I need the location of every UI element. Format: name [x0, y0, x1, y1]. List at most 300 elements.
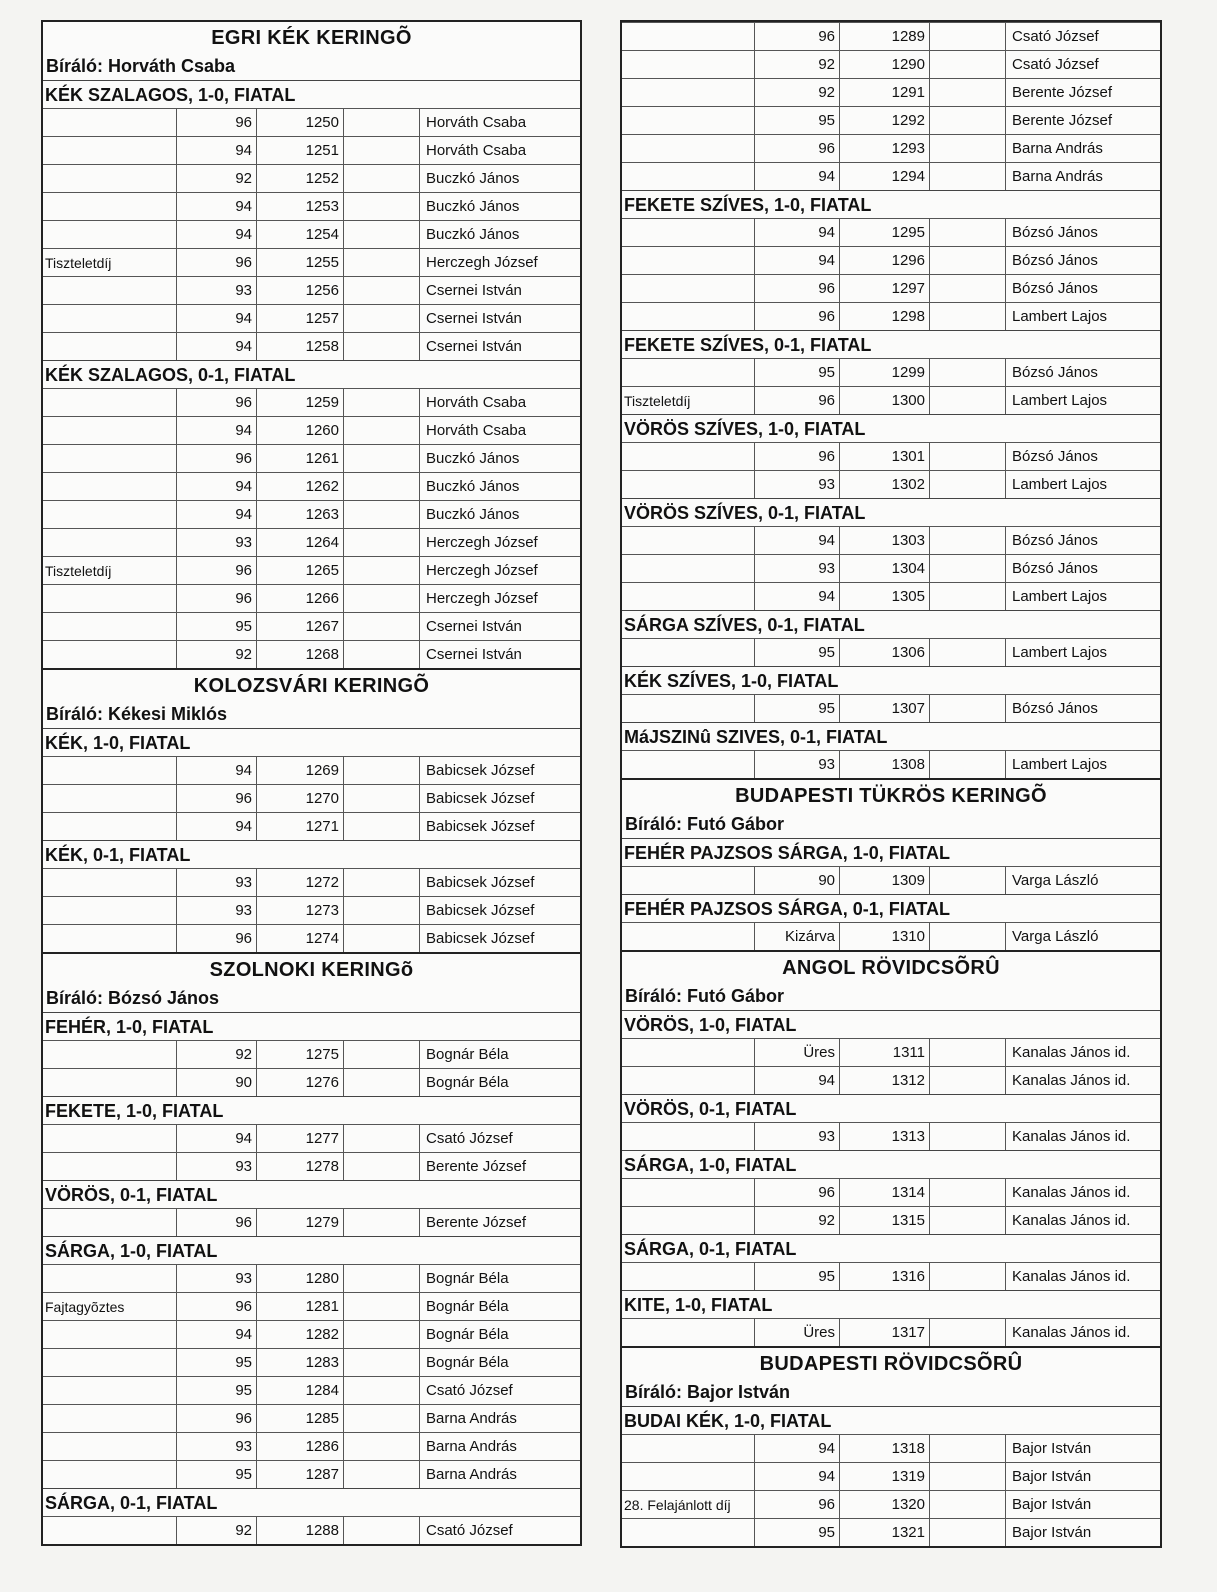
table-row — [622, 134, 1160, 162]
owner-cell: Lambert Lajos — [1012, 392, 1108, 409]
owner-cell: Lambert Lajos — [1012, 308, 1108, 325]
category-heading: KÉK SZALAGOS, 0-1, FIATAL — [43, 360, 580, 388]
ring-number-cell: 1260 — [257, 417, 344, 444]
empty-cell — [930, 23, 1006, 50]
empty-cell — [344, 1349, 420, 1376]
ring-number-cell: 1255 — [257, 249, 344, 276]
ring-number-cell: 1254 — [257, 221, 344, 248]
ring-number-cell: 1286 — [257, 1433, 344, 1460]
score-cell: Kizárva — [755, 923, 840, 950]
score-cell: Üres — [755, 1039, 840, 1066]
empty-cell — [344, 1517, 420, 1544]
empty-cell — [930, 1519, 1006, 1546]
table-row — [622, 1206, 1160, 1234]
table-row — [622, 866, 1160, 894]
award-cell — [622, 1179, 755, 1206]
table-row — [43, 756, 580, 784]
score-cell: 95 — [755, 639, 840, 666]
owner-cell: Kanalas János id. — [1012, 1212, 1131, 1229]
table-row — [622, 1178, 1160, 1206]
score-cell: 92 — [177, 1041, 257, 1068]
ring-number-cell: 1312 — [840, 1067, 930, 1094]
table-row — [43, 1124, 580, 1152]
table-row — [622, 106, 1160, 134]
award-cell — [43, 813, 177, 840]
award-cell — [622, 867, 755, 894]
score-cell: 94 — [177, 193, 257, 220]
award-cell — [622, 1319, 755, 1346]
award-cell — [43, 1209, 177, 1236]
score-cell: 93 — [177, 529, 257, 556]
owner-cell: Bajor István — [1012, 1440, 1092, 1457]
ring-number-cell: 1300 — [840, 387, 930, 414]
empty-cell — [344, 1321, 420, 1348]
empty-cell — [930, 443, 1006, 470]
left-results-column — [41, 20, 582, 1546]
ring-number-cell: 1259 — [257, 389, 344, 416]
ring-number-cell: 1290 — [840, 51, 930, 78]
score-cell: 94 — [755, 583, 840, 610]
empty-cell — [930, 1123, 1006, 1150]
category-heading: SÁRGA SZÍVES, 0-1, FIATAL — [622, 610, 1160, 638]
award-cell — [622, 79, 755, 106]
score-cell: 92 — [755, 1207, 840, 1234]
ring-number-cell: 1288 — [257, 1517, 344, 1544]
owner-cell: Barna András — [426, 1438, 517, 1455]
owner-cell: Barna András — [1012, 140, 1103, 157]
award-cell — [43, 473, 177, 500]
ring-number-cell: 1261 — [257, 445, 344, 472]
award-cell — [622, 247, 755, 274]
empty-cell — [344, 869, 420, 896]
award-cell — [43, 1349, 177, 1376]
empty-cell — [344, 1153, 420, 1180]
table-row — [622, 582, 1160, 610]
score-cell: 90 — [177, 1069, 257, 1096]
table-row — [43, 1404, 580, 1432]
table-row — [622, 1434, 1160, 1462]
table-row — [622, 78, 1160, 106]
owner-cell: Lambert Lajos — [1012, 644, 1108, 661]
award-cell — [622, 1463, 755, 1490]
ring-number-cell: 1298 — [840, 303, 930, 330]
award-cell — [622, 555, 755, 582]
ring-number-cell: 1306 — [840, 639, 930, 666]
award-cell — [43, 1321, 177, 1348]
award-cell — [43, 193, 177, 220]
table-row — [43, 1432, 580, 1460]
table-row — [622, 694, 1160, 722]
award-cell — [43, 925, 177, 952]
empty-cell — [930, 163, 1006, 190]
ring-number-cell: 1296 — [840, 247, 930, 274]
empty-cell — [344, 333, 420, 360]
owner-cell: Herczegh József — [426, 534, 538, 551]
empty-cell — [930, 1263, 1006, 1290]
breed-title: EGRI KÉK KERINGÕ — [211, 27, 412, 49]
table-row — [43, 192, 580, 220]
ring-number-cell: 1266 — [257, 585, 344, 612]
ring-number-cell: 1313 — [840, 1123, 930, 1150]
table-row — [43, 220, 580, 248]
owner-cell: Csernei István — [426, 338, 522, 355]
table-row — [622, 22, 1160, 50]
table-row — [622, 554, 1160, 582]
owner-cell: Horváth Csaba — [426, 142, 527, 159]
award-cell — [43, 1517, 177, 1544]
score-cell: 94 — [177, 1321, 257, 1348]
owner-cell: Varga László — [1012, 928, 1099, 945]
award-cell — [43, 501, 177, 528]
owner-cell: Buczkó János — [426, 170, 520, 187]
ring-number-cell: 1278 — [257, 1153, 344, 1180]
score-cell: 94 — [177, 137, 257, 164]
table-row — [622, 1122, 1160, 1150]
award-cell — [43, 137, 177, 164]
score-cell: 93 — [755, 555, 840, 582]
table-row — [43, 1516, 580, 1544]
score-cell: 93 — [177, 277, 257, 304]
award-cell — [622, 1123, 755, 1150]
ring-number-cell: 1289 — [840, 23, 930, 50]
empty-cell — [344, 137, 420, 164]
ring-number-cell: 1253 — [257, 193, 344, 220]
award-cell — [622, 695, 755, 722]
empty-cell — [344, 897, 420, 924]
owner-cell: Barna András — [426, 1410, 517, 1427]
score-cell: 93 — [755, 1123, 840, 1150]
score-cell: 96 — [177, 557, 257, 584]
empty-cell — [930, 1319, 1006, 1346]
category-heading: VÖRÖS, 1-0, FIATAL — [622, 1010, 1160, 1038]
ring-number-cell: 1319 — [840, 1463, 930, 1490]
empty-cell — [930, 471, 1006, 498]
owner-cell: Horváth Csaba — [426, 114, 527, 131]
table-row — [43, 896, 580, 924]
score-cell: 96 — [177, 1209, 257, 1236]
score-cell: 93 — [177, 1265, 257, 1292]
empty-cell — [344, 1433, 420, 1460]
table-row — [43, 1040, 580, 1068]
award-cell — [43, 221, 177, 248]
empty-cell — [930, 639, 1006, 666]
ring-number-cell: 1277 — [257, 1125, 344, 1152]
empty-cell — [930, 135, 1006, 162]
score-cell: 96 — [755, 387, 840, 414]
owner-cell: Varga László — [1012, 872, 1099, 889]
empty-cell — [930, 303, 1006, 330]
empty-cell — [344, 445, 420, 472]
ring-number-cell: 1315 — [840, 1207, 930, 1234]
owner-cell: Barna András — [426, 1466, 517, 1483]
award-cell — [43, 277, 177, 304]
right-results-column — [620, 20, 1162, 1548]
score-cell: 94 — [177, 305, 257, 332]
score-cell: 96 — [755, 443, 840, 470]
owner-cell: Bózsó János — [1012, 560, 1098, 577]
category-heading: VÖRÖS, 0-1, FIATAL — [622, 1094, 1160, 1122]
owner-cell: Bózsó János — [1012, 224, 1098, 241]
score-cell: 94 — [755, 1463, 840, 1490]
score-cell: 94 — [755, 1435, 840, 1462]
award-cell — [622, 527, 755, 554]
owner-cell: Kanalas János id. — [1012, 1044, 1131, 1061]
table-row — [43, 612, 580, 640]
owner-cell: Bózsó János — [1012, 700, 1098, 717]
owner-cell: Babicsek József — [426, 790, 535, 807]
ring-number-cell: 1275 — [257, 1041, 344, 1068]
owner-cell: Babicsek József — [426, 762, 535, 779]
ring-number-cell: 1304 — [840, 555, 930, 582]
score-cell: 96 — [177, 445, 257, 472]
table-row — [622, 638, 1160, 666]
category-heading: FEKETE, 1-0, FIATAL — [43, 1096, 580, 1124]
award-cell — [43, 897, 177, 924]
empty-cell — [930, 1435, 1006, 1462]
award-cell — [622, 751, 755, 778]
empty-cell — [344, 529, 420, 556]
award-cell — [622, 1039, 755, 1066]
ring-number-cell: 1310 — [840, 923, 930, 950]
empty-cell — [930, 695, 1006, 722]
award-cell — [43, 1461, 177, 1488]
empty-cell — [930, 555, 1006, 582]
ring-number-cell: 1299 — [840, 359, 930, 386]
category-heading: KITE, 1-0, FIATAL — [622, 1290, 1160, 1318]
category-heading: KÉK, 0-1, FIATAL — [43, 840, 580, 868]
table-row — [43, 472, 580, 500]
score-cell: 96 — [755, 275, 840, 302]
empty-cell — [930, 1067, 1006, 1094]
award-cell — [622, 51, 755, 78]
owner-cell: Herczegh József — [426, 254, 538, 271]
award-cell: Fajtagyõztes — [43, 1293, 177, 1320]
ring-number-cell: 1294 — [840, 163, 930, 190]
category-heading: FEHÉR PAJZSOS SÁRGA, 1-0, FIATAL — [622, 838, 1160, 866]
category-heading: FEHÉR PAJZSOS SÁRGA, 0-1, FIATAL — [622, 894, 1160, 922]
score-cell: 95 — [755, 1519, 840, 1546]
table-row — [43, 1348, 580, 1376]
ring-number-cell: 1281 — [257, 1293, 344, 1320]
owner-cell: Lambert Lajos — [1012, 588, 1108, 605]
owner-cell: Bognár Béla — [426, 1326, 509, 1343]
owner-cell: Bózsó János — [1012, 364, 1098, 381]
owner-cell: Bognár Béla — [426, 1046, 509, 1063]
award-cell — [43, 445, 177, 472]
owner-cell: Kanalas János id. — [1012, 1324, 1131, 1341]
award-cell — [43, 785, 177, 812]
award-cell — [43, 1153, 177, 1180]
empty-cell — [930, 51, 1006, 78]
score-cell: 94 — [177, 501, 257, 528]
owner-cell: Buczkó János — [426, 198, 520, 215]
judge-name: Bíráló: Futó Gábor — [625, 986, 784, 1006]
breed-title: KOLOZSVÁRI KERINGÕ — [43, 668, 580, 700]
award-cell — [622, 23, 755, 50]
table-row — [622, 1318, 1160, 1346]
empty-cell — [344, 1293, 420, 1320]
empty-cell — [344, 277, 420, 304]
owner-cell: Bognár Béla — [426, 1298, 509, 1315]
ring-number-cell: 1321 — [840, 1519, 930, 1546]
table-row — [43, 444, 580, 472]
empty-cell — [344, 925, 420, 952]
empty-cell — [344, 1405, 420, 1432]
ring-number-cell: 1274 — [257, 925, 344, 952]
ring-number-cell: 1264 — [257, 529, 344, 556]
empty-cell — [344, 1209, 420, 1236]
owner-cell: Lambert Lajos — [1012, 476, 1108, 493]
score-cell: 93 — [177, 897, 257, 924]
category-heading: FEHÉR, 1-0, FIATAL — [43, 1012, 580, 1040]
award-cell — [622, 639, 755, 666]
ring-number-cell: 1309 — [840, 867, 930, 894]
score-cell: 96 — [177, 1405, 257, 1432]
award-cell — [622, 471, 755, 498]
award-cell — [622, 1207, 755, 1234]
breed-title: BUDAPESTI RÖVIDCSÕRÛ — [622, 1346, 1160, 1378]
category-heading: KÉK, 1-0, FIATAL — [43, 728, 580, 756]
ring-number-cell: 1284 — [257, 1377, 344, 1404]
owner-cell: Bózsó János — [1012, 448, 1098, 465]
award-cell: Tiszteletdíj — [43, 557, 177, 584]
owner-cell: Buczkó János — [426, 506, 520, 523]
score-cell: 92 — [177, 1517, 257, 1544]
award-cell — [43, 1265, 177, 1292]
owner-cell: Bózsó János — [1012, 252, 1098, 269]
table-row — [43, 1376, 580, 1404]
table-row — [43, 332, 580, 360]
award-cell: Tiszteletdíj — [43, 249, 177, 276]
award-cell — [622, 107, 755, 134]
table-row — [43, 584, 580, 612]
owner-cell: Buczkó János — [426, 478, 520, 495]
empty-cell — [344, 1125, 420, 1152]
empty-cell — [344, 613, 420, 640]
table-row — [622, 1490, 1160, 1518]
table-row — [43, 1264, 580, 1292]
table-row — [43, 528, 580, 556]
empty-cell — [344, 109, 420, 136]
score-cell: 94 — [755, 527, 840, 554]
category-heading: SÁRGA, 1-0, FIATAL — [43, 1236, 580, 1264]
empty-cell — [344, 813, 420, 840]
table-row — [43, 640, 580, 668]
ring-number-cell: 1307 — [840, 695, 930, 722]
owner-cell: Babicsek József — [426, 902, 535, 919]
empty-cell — [930, 247, 1006, 274]
ring-number-cell: 1295 — [840, 219, 930, 246]
category-heading: FEKETE SZÍVES, 0-1, FIATAL — [622, 330, 1160, 358]
score-cell: 92 — [177, 165, 257, 192]
empty-cell — [930, 527, 1006, 554]
score-cell: 96 — [755, 1491, 840, 1518]
ring-number-cell: 1251 — [257, 137, 344, 164]
breed-section — [43, 668, 580, 952]
empty-cell — [344, 585, 420, 612]
owner-cell: Csató József — [1012, 56, 1099, 73]
owner-cell: Csernei István — [426, 646, 522, 663]
score-cell: 95 — [177, 1461, 257, 1488]
table-row — [622, 358, 1160, 386]
owner-cell: Csató József — [426, 1522, 513, 1539]
table-row — [43, 1208, 580, 1236]
score-cell: 94 — [177, 417, 257, 444]
score-cell: 90 — [755, 867, 840, 894]
owner-cell: Bajor István — [1012, 1524, 1092, 1541]
table-row — [43, 924, 580, 952]
award-cell — [43, 1069, 177, 1096]
score-cell: 96 — [177, 389, 257, 416]
ring-number-cell: 1303 — [840, 527, 930, 554]
table-row — [43, 868, 580, 896]
owner-cell: Babicsek József — [426, 930, 535, 947]
score-cell: 94 — [177, 473, 257, 500]
owner-cell: Buczkó János — [426, 226, 520, 243]
owner-cell: Csató József — [1012, 28, 1099, 45]
owner-cell: Bognár Béla — [426, 1074, 509, 1091]
award-cell — [622, 923, 755, 950]
ring-number-cell: 1263 — [257, 501, 344, 528]
score-cell: 95 — [177, 1349, 257, 1376]
owner-cell: Csernei István — [426, 282, 522, 299]
empty-cell — [344, 1041, 420, 1068]
ring-number-cell: 1262 — [257, 473, 344, 500]
ring-number-cell: 1317 — [840, 1319, 930, 1346]
owner-cell: Herczegh József — [426, 562, 538, 579]
empty-cell — [344, 785, 420, 812]
owner-cell: Csernei István — [426, 310, 522, 327]
breed-section — [43, 952, 580, 1544]
award-cell — [43, 417, 177, 444]
award-cell — [622, 1435, 755, 1462]
award-cell — [622, 1263, 755, 1290]
award-cell — [43, 1125, 177, 1152]
score-cell: 96 — [177, 1293, 257, 1320]
owner-cell: Babicsek József — [426, 874, 535, 891]
empty-cell — [344, 501, 420, 528]
category-heading: FEKETE SZÍVES, 1-0, FIATAL — [622, 190, 1160, 218]
owner-cell: Berente József — [426, 1214, 527, 1231]
owner-cell: Bózsó János — [1012, 532, 1098, 549]
category-heading: SÁRGA, 0-1, FIATAL — [43, 1488, 580, 1516]
table-row — [622, 162, 1160, 190]
table-row — [43, 276, 580, 304]
award-cell — [43, 869, 177, 896]
table-row — [43, 1152, 580, 1180]
table-row — [43, 136, 580, 164]
score-cell: 96 — [177, 585, 257, 612]
empty-cell — [930, 583, 1006, 610]
ring-number-cell: 1292 — [840, 107, 930, 134]
category-heading: VÖRÖS SZÍVES, 1-0, FIATAL — [622, 414, 1160, 442]
empty-cell — [344, 389, 420, 416]
breed-section — [622, 1346, 1160, 1546]
table-row — [43, 1068, 580, 1096]
ring-number-cell: 1257 — [257, 305, 344, 332]
breed-title: BUDAPESTI TÜKRÖS KERINGÕ — [622, 778, 1160, 810]
table-row — [622, 922, 1160, 950]
score-cell: 92 — [177, 641, 257, 668]
award-cell — [622, 275, 755, 302]
table-row — [43, 1460, 580, 1488]
score-cell: 93 — [177, 869, 257, 896]
owner-cell: Bognár Béla — [426, 1270, 509, 1287]
owner-cell: Herczegh József — [426, 590, 538, 607]
judge-name: Bíráló: Bózsó János — [46, 988, 220, 1008]
empty-cell — [344, 249, 420, 276]
award-cell — [622, 219, 755, 246]
